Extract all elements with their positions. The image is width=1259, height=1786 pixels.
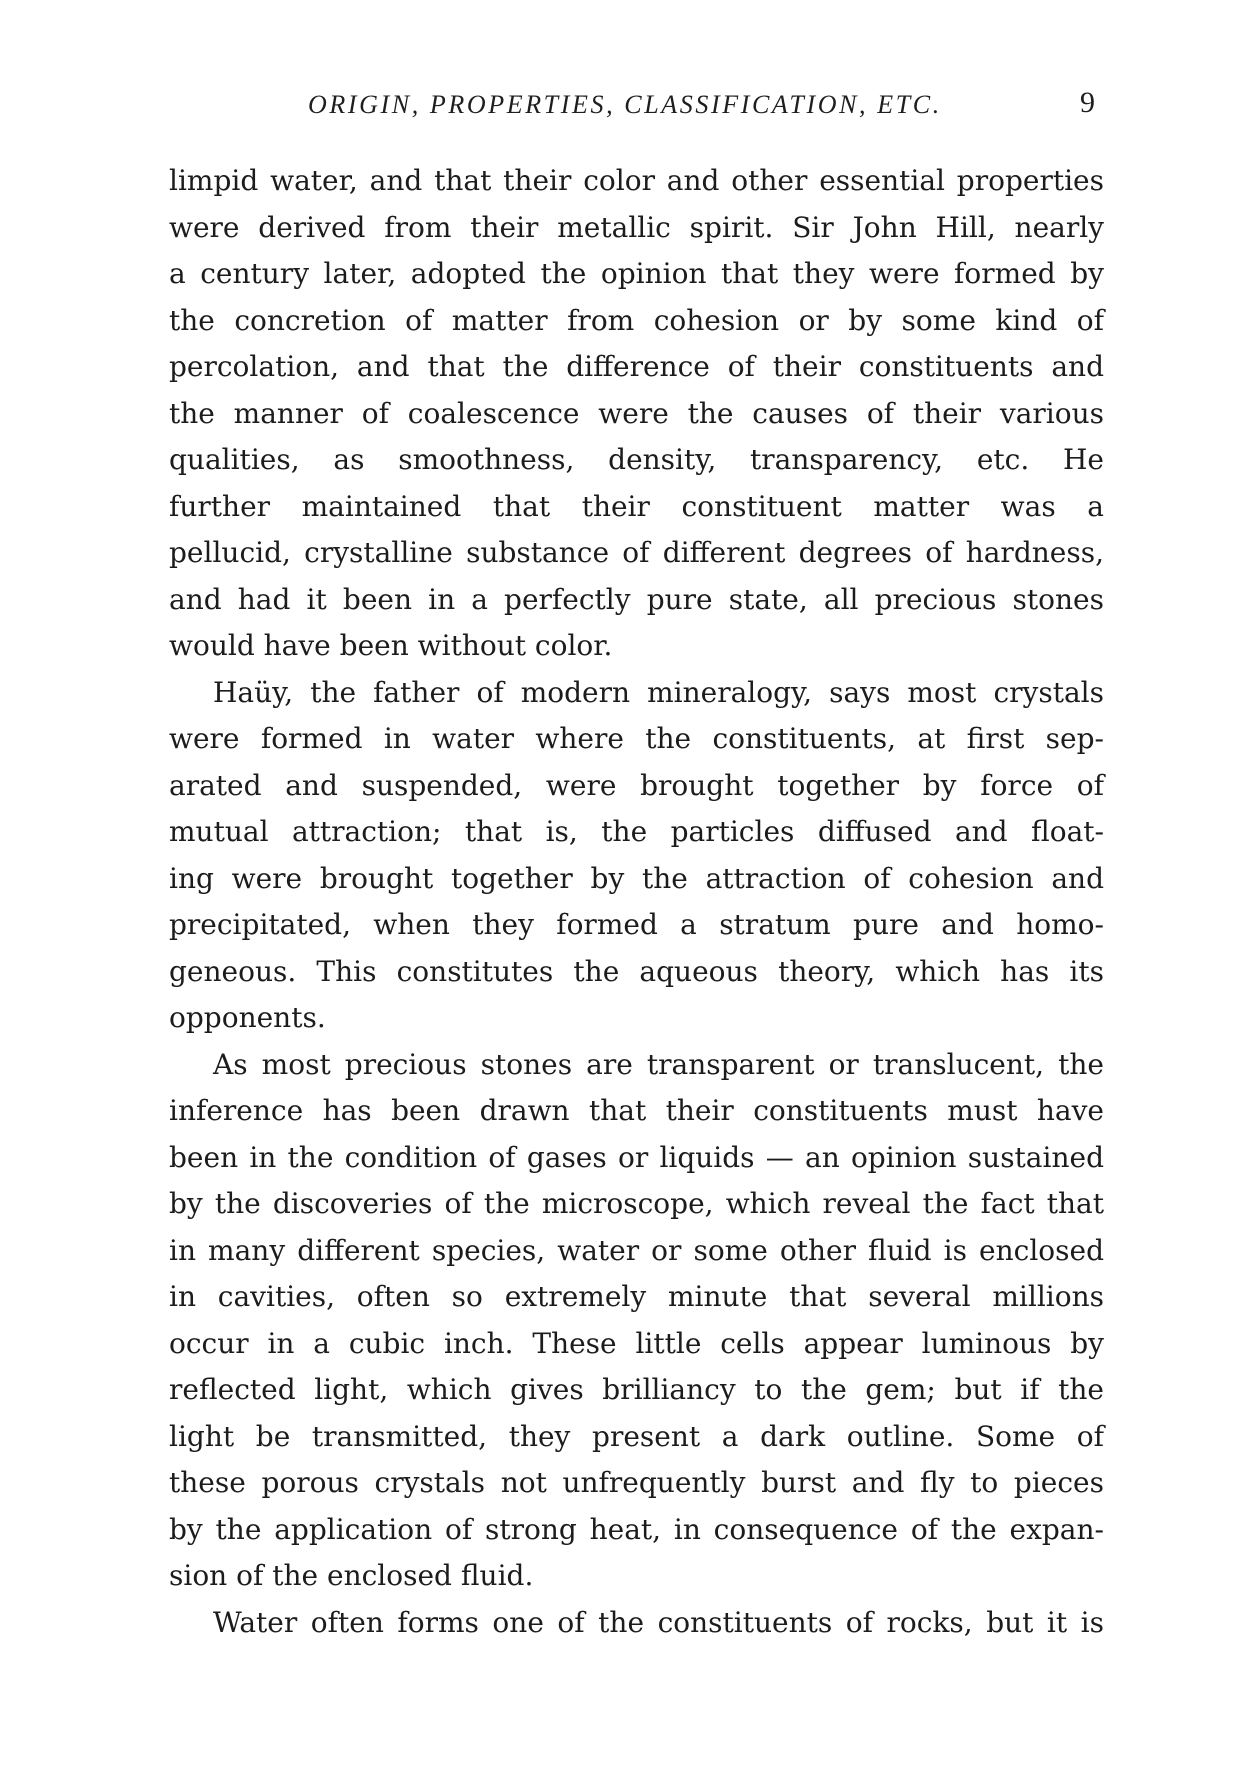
text-line: inference has been drawn that their constituents must have — [169, 1094, 1104, 1127]
text-line: Haüy, the father of modern mineralogy, says most crystals — [213, 675, 1104, 709]
text-line: As most precious stones are transparent or translucent, the — [213, 1047, 1104, 1081]
text-line: qualities, as smoothness, density, transparency, etc. He — [169, 443, 1104, 476]
text-line: these porous crystals not unfrequently burst and fly to pieces — [169, 1466, 1104, 1499]
text-line: in many different species, water or some other fluid is enclosed — [169, 1233, 1104, 1267]
text-line: in cavities, often so extremely minute that several millions — [169, 1280, 1104, 1313]
text-line: reflected light, which gives brilliancy to the gem; but if the — [169, 1373, 1104, 1406]
text-line: the manner of coalescence were the causes of their various — [169, 396, 1104, 430]
page-number: 9 — [1080, 86, 1095, 119]
body-text — [169, 158, 1104, 1646]
text-line: Water often forms one of the constituents of rocks, but it is — [213, 1605, 1104, 1639]
text-line: occur in a cubic inch. These little cells appear luminous by — [169, 1326, 1104, 1360]
text-line: limpid water, and that their color and other essential properties — [169, 164, 1104, 197]
text-line: arated and suspended, were brought together by force of — [169, 768, 1104, 802]
text-line: further maintained that their constituent matter was a — [169, 489, 1104, 523]
text-line: mutual attraction; that is, the particles diffused and float- — [169, 815, 1104, 848]
text-line: would have been without color. — [169, 629, 613, 662]
text-line: by the discoveries of the microscope, which reveal the fact that — [169, 1187, 1104, 1220]
text-line: light be transmitted, they present a dark outline. Some of — [169, 1419, 1104, 1453]
text-line: by the application of strong heat, in consequence of the expan- — [169, 1512, 1104, 1546]
text-line: pellucid, crystalline substance of different degrees of hardness, — [169, 536, 1104, 569]
text-line: geneous. This constitutes the aqueous theory, which has its — [169, 954, 1104, 988]
text-line: a century later, adopted the opinion that they were formed by — [169, 257, 1104, 290]
text-line: sion of the enclosed fluid. — [169, 1559, 534, 1592]
text-line: been in the condition of gases or liquids — an opinion sustained — [169, 1140, 1104, 1174]
text-line: opponents. — [169, 1001, 326, 1034]
text-line: and had it been in a perfectly pure state, all precious stones — [169, 582, 1104, 616]
text-line: were formed in water where the constituents, at first sep- — [169, 722, 1104, 755]
text-line: the concretion of matter from cohesion or by some kind of — [169, 303, 1104, 337]
text-line: precipitated, when they formed a stratum pure and homo- — [169, 908, 1104, 941]
text-line: percolation, and that the difference of their constituents and — [169, 350, 1104, 383]
running-head: ORIGIN, PROPERTIES, CLASSIFICATION, ETC. — [308, 90, 942, 119]
text-line: ing were brought together by the attraction of cohesion and — [169, 861, 1104, 895]
text-line: were derived from their metallic spirit. Sir John Hill, nearly — [169, 210, 1104, 244]
